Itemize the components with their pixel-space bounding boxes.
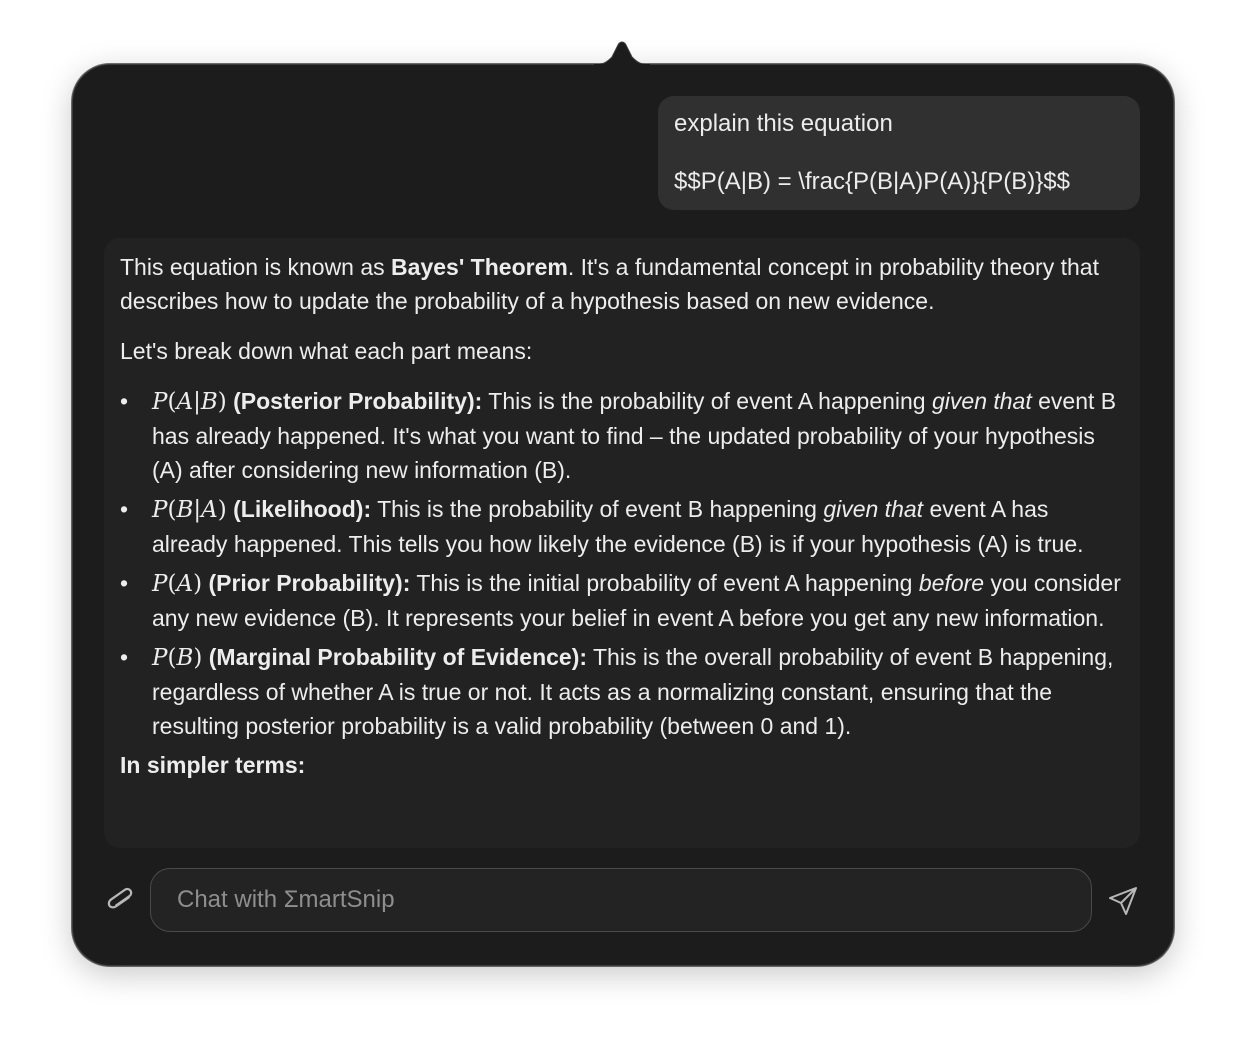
list-item: [120, 384, 1124, 487]
math-term: P(A|B): [152, 389, 227, 415]
bullet: •: [120, 496, 129, 522]
chat-input[interactable]: [150, 868, 1092, 932]
user-message-line: explain this equation: [674, 110, 893, 137]
term-text-post: you consider any new evidence (B). It represents your belief in event A before you get any new information.: [152, 570, 1121, 631]
term-text-post: event B has already happened. It's what you want to find – the updated probability of your hypothesis (A) after considering new information (B).: [152, 388, 1117, 483]
intro-text-post: . It's a fundamental concept in probability theory that describes how to update the probability of a hypothesis based on new evidence.: [120, 254, 1099, 314]
math-term: P(A): [152, 571, 203, 597]
term-text: This is the probability of event B happening: [371, 496, 824, 522]
term-label: (Marginal Probability of Evidence):: [208, 644, 588, 670]
term-text: This is the initial probability of event A happening: [410, 570, 919, 596]
term-label: (Posterior Probability):: [233, 388, 483, 414]
send-icon[interactable]: [1106, 884, 1140, 918]
term-label: (Likelihood):: [233, 496, 372, 522]
intro-text: This equation is known as: [120, 254, 392, 280]
response-breakdown: Let's break down what each part means:: [120, 338, 533, 364]
window-pointer-notch: [594, 41, 650, 65]
bullet: •: [120, 388, 129, 414]
user-message-equation: $$P(A|B) = \frac{P(B|A)P(A)}{P(B)}$$: [674, 168, 1070, 195]
term-list: [120, 384, 1124, 743]
response-intro: [120, 250, 1124, 318]
paperclip-icon[interactable]: [104, 884, 136, 918]
user-message-bubble: [658, 96, 1140, 210]
term-emphasis: given that: [823, 496, 924, 522]
math-term: P(B|A): [152, 497, 227, 523]
intro-bold: Bayes' Theorem: [391, 254, 568, 280]
assistant-response: [104, 238, 1140, 848]
list-item: [120, 640, 1124, 743]
math-term: P(B): [152, 645, 203, 671]
term-emphasis: before: [918, 570, 985, 596]
term-emphasis: given that: [932, 388, 1032, 414]
term-text-post: event A has already happened. This tells you how likely the evidence (B) is if your hypothesis (A) is true.: [152, 496, 1084, 557]
term-label: (Prior Probability):: [208, 570, 411, 596]
simpler-terms-heading: In simpler terms:: [120, 752, 306, 778]
bullet: •: [120, 644, 129, 670]
term-text: This is the overall probability of event B happening, regardless of whether A is true or not. It acts as a normalizing constant, ensuring that the resulting posterior probability is a valid probability (between 0 and 1).: [152, 644, 1114, 739]
list-item: [120, 492, 1124, 561]
list-item: [120, 566, 1124, 635]
term-text: This is the probability of event A happening: [482, 388, 932, 414]
bullet: •: [120, 570, 129, 596]
